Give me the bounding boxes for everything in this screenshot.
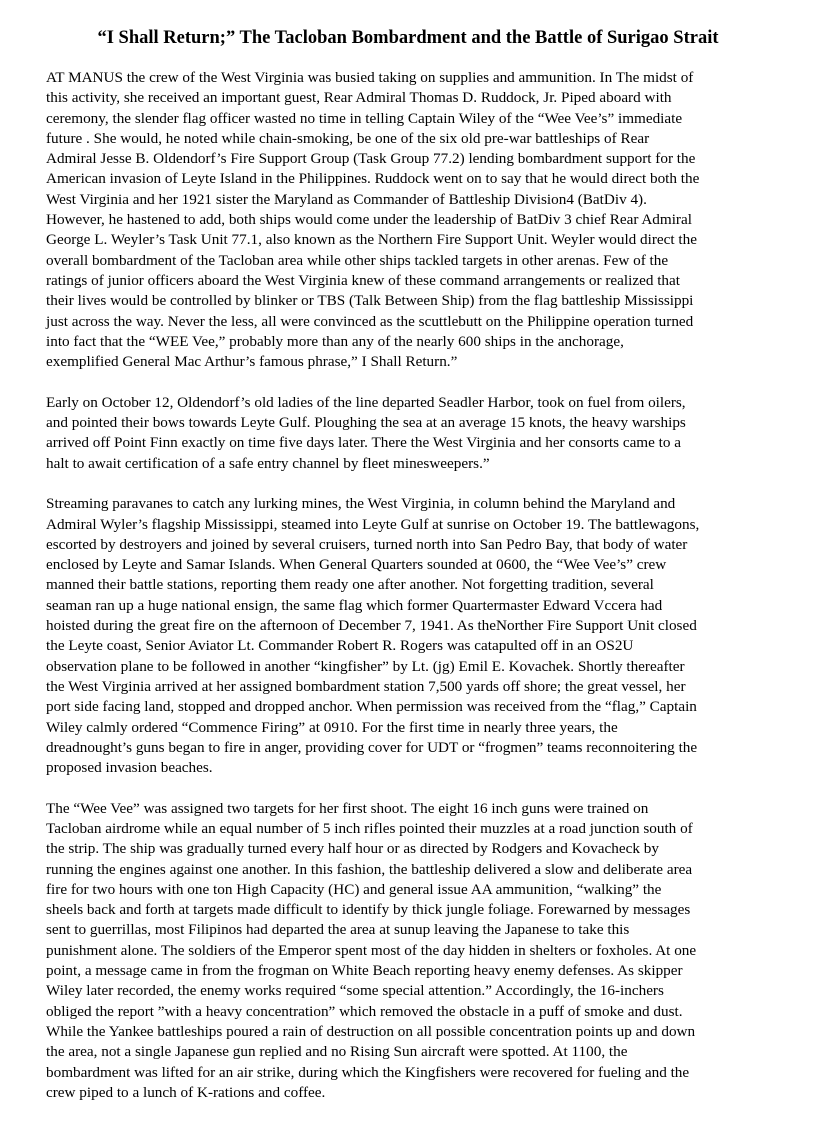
text-line: overall bombardment of the Tacloban area while other ships tackled targets in other arenas. Few of the [46, 251, 669, 269]
text-line: into fact that the “WEE Vee,” probably more than any of the nearly 600 ships in the anchorage, [46, 332, 624, 350]
text-line: future . She would, he noted while chain-smoking, be one of the six old pre-war battleships of Rear [46, 129, 650, 147]
text-line: escorted by destroyers and joined by several cruisers, turned north into San Pedro Bay, that body of water [46, 535, 688, 553]
text-line: just across the way. Never the less, all were convinced as the scuttlebutt on the Philippine operation turned [46, 312, 694, 330]
text-line: enclosed by Leyte and Samar Islands. When General Quarters sounded at 0600, the “Wee Vee’s” crew [46, 556, 667, 574]
text-line: port side facing land, stopped and dropped anchor. When permission was received from the “flag,” Captain [46, 698, 697, 716]
text-line: the strip. The ship was gradually turned every half hour or as directed by Rodgers and Kovacheck by [46, 840, 659, 858]
text-line: the area, not a single Japanese gun replied and no Rising Sun aircraft were spotted. At 1100, the [46, 1043, 628, 1061]
text-line: halt to await certification of a safe entry channel by fleet minesweepers.” [46, 454, 490, 472]
text-line: AT MANUS the crew of the West Virginia was busied taking on supplies and ammunition. In The midst of [46, 69, 694, 86]
text-line: ceremony, the slender flag officer wasted no time in telling Captain Wiley of the “Wee Vee’s” immediate [46, 109, 683, 127]
text-line: ratings of junior officers aboard the West Virginia knew of these command arrangements or realized that [46, 271, 680, 289]
text-line: the West Virginia arrived at her assigned bombardment station 7,500 yards off shore; the great vessel, her [46, 677, 686, 695]
text-line: point, a message came in from the frogman on White Beach reporting heavy enemy defenses. As skipper [46, 962, 683, 980]
text-line: dreadnought’s guns began to fire in anger, providing cover for UDT or “frogmen” teams reconnoitering the [46, 738, 698, 756]
text-line: and pointed their bows towards Leyte Gulf. Ploughing the sea at an average 15 knots, the heavy warships [46, 414, 686, 432]
text-line: proposed invasion beaches. [46, 759, 213, 777]
text-line: bombardment was lifted for an air strike, during which the Kingfishers were recovered for fueling and the [46, 1063, 690, 1081]
text-line: exemplified General Mac Arthur’s famous phrase,” I Shall Return.” [46, 353, 458, 371]
text-line: fire for two hours with one ton High Capacity (HC) and general issue AA ammunition, “walking” the [46, 880, 662, 898]
document-body [46, 68, 774, 1123]
text-line: sent to guerrillas, most Filipinos had departed the area at sunup leaving the Japanese to take this [46, 921, 630, 939]
paragraph [46, 393, 774, 474]
text-line: Early on October 12, Oldendorf’s old ladies of the line departed Seadler Harbor, took on fuel from oilers, [46, 393, 686, 411]
text-line: seaman ran up a huge national ensign, the same flag which former Quartermaster Edward Vccera had [46, 596, 663, 614]
text-line: While the Yankee battleships poured a rain of destruction on all possible concentration points up and down [46, 1022, 696, 1040]
text-line: American invasion of Leyte Island in the Philippines. Ruddock went on to say that he would direct both the [46, 170, 700, 188]
text-line: Wiley later recorded, the enemy works required “some special attention.” Accordingly, the 16-inchers [46, 982, 664, 1000]
paragraph [46, 799, 774, 1103]
text-line: Admiral Jesse B. Oldendorf’s Fire Support Group (Task Group 77.2) lending bombardment support for the [46, 150, 696, 168]
text-line: George L. Weyler’s Task Unit 77.1, also known as the Northern Fire Support Unit. Weyler would direct the [46, 231, 697, 249]
text-line: punishment alone. The soldiers of the Emperor spent most of the day hidden in shelters or foxholes. At one [46, 941, 697, 959]
text-line: their lives would be controlled by blinker or TBS (Talk Between Ship) from the flag battleship Mississippi [46, 292, 694, 310]
text-line: Tacloban airdrome while an equal number of 5 inch rifles pointed their muzzles at a road junction south of [46, 819, 693, 837]
text-line: arrived off Point Finn exactly on time five days later. There the West Virginia and her consorts came to a [46, 434, 682, 452]
text-line: The “Wee Vee” was assigned two targets for her first shoot. The eight 16 inch guns were trained on [46, 799, 649, 817]
document-title: “I Shall Return;” The Tacloban Bombardment and the Battle of Surigao Strait [97, 28, 719, 48]
text-line: Admiral Wyler’s flagship Mississippi, steamed into Leyte Gulf at sunrise on October 19. The battlewagons, [46, 515, 700, 533]
text-line: running the engines against one another. In this fashion, the battleship delivered a slow and deliberate area [46, 860, 693, 878]
text-line: Streaming paravanes to catch any lurking mines, the West Virginia, in column behind the Maryland and [46, 495, 676, 513]
text-line: obliged the report ”with a heavy concentration” which removed the obstacle in a puff of smoke and dust. [46, 1002, 683, 1020]
text-line: hoisted during the great fire on the afternoon of December 7, 1941. As theNorther Fire Support Unit closed [46, 617, 697, 635]
text-line: sheels back and forth at targets made difficult to identify by thick jungle foliage. Forewarned by messages [46, 901, 691, 919]
text-line: crew piped to a lunch of K-rations and coffee. [46, 1083, 326, 1101]
text-line: Wiley calmly ordered “Commence Firing” at 0910. For the first time in nearly three years, the [46, 718, 618, 736]
text-line: However, he hastened to add, both ships would come under the leadership of BatDiv 3 chief Rear Admiral [46, 211, 692, 229]
paragraph [46, 68, 774, 372]
text-line: the Leyte coast, Senior Aviator Lt. Commander Robert R. Rogers was catapulted off in an OS2U [46, 637, 634, 655]
paragraph [46, 494, 774, 778]
text-line: West Virginia and her 1921 sister the Maryland as Commander of Battleship Division4 (BatDiv 4). [46, 190, 647, 208]
text-line: manned their battle stations, reporting them ready one after another. Not forgetting tradition, several [46, 576, 654, 594]
text-line: this activity, she received an important guest, Rear Admiral Thomas D. Ruddock, Jr. Piped aboard with [46, 89, 672, 107]
text-line: observation plane to be followed in another “kingfisher” by Lt. (jg) Emil E. Kovachek. Shortly thereafter [46, 657, 685, 675]
